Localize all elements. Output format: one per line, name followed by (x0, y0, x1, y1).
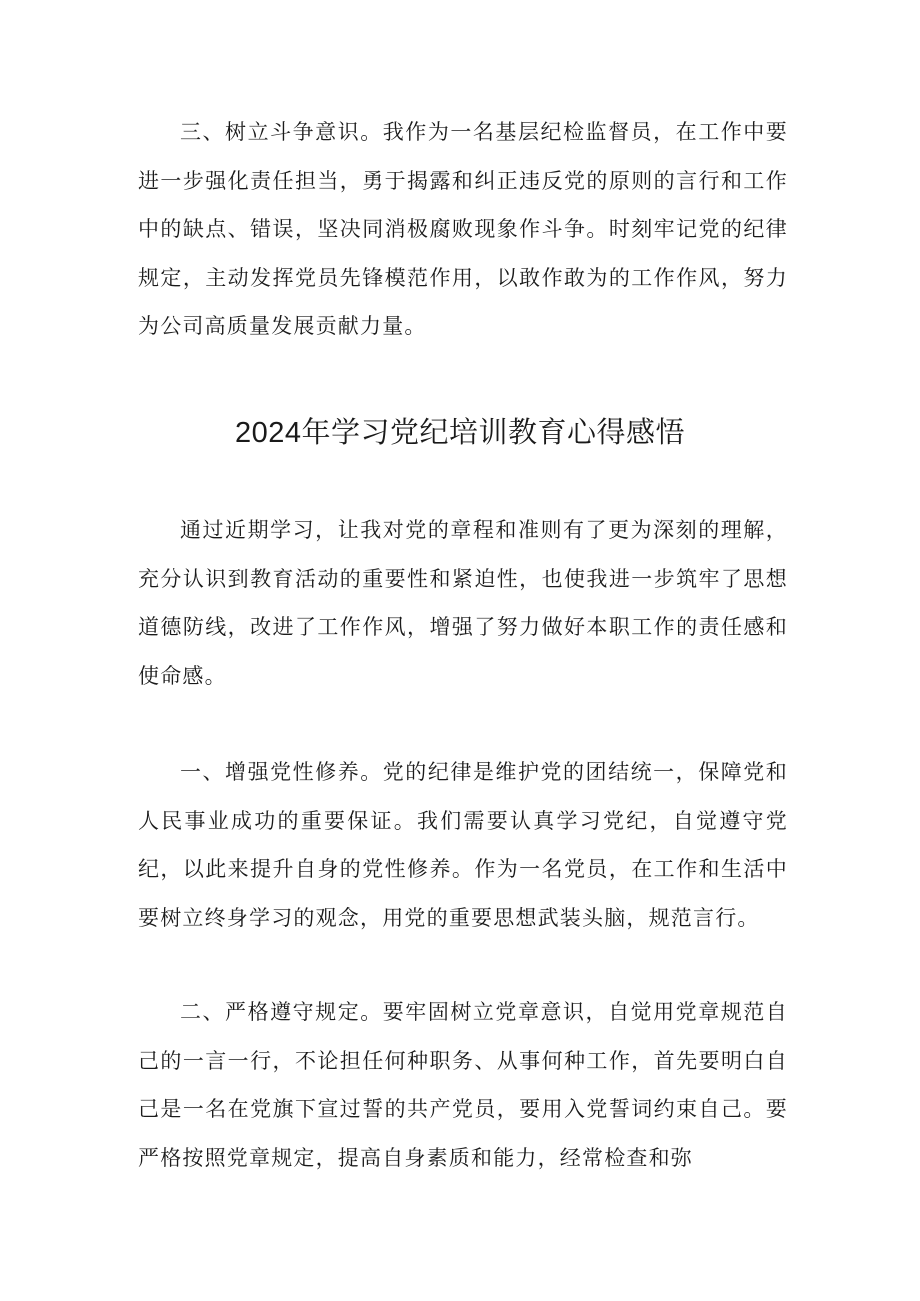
paragraph-section-one: 一、增强党性修养。党的纪律是维护党的团结统一，保障党和人民事业成功的重要保证。我们需要认真学习党纪，自觉遵守党纪，以此来提升自身的党性修养。作为一名党员，在工作和生活中要树立终身学习的观念，用党的重要思想武装头脑，规范言行。 (138, 760, 788, 930)
paragraph-opening: 通过近期学习，让我对党的章程和准则有了更为深刻的理解，充分认识到教育活动的重要性和紧迫性，也使我进一步筑牢了思想道德防线，改进了工作作风，增强了努力做好本职工作的责任感和使命感。 (138, 518, 788, 688)
paragraph-section-three: 三、树立斗争意识。我作为一名基层纪检监督员，在工作中要进一步强化责任担当，勇于揭露和纠正违反党的原则的言行和工作中的缺点、错误，坚决同消极腐败现象作斗争。时刻牢记党的纪律规定，主动发挥党员先锋模范作用，以敢作敢为的工作作风，努力为公司高质量发展贡献力量。 (138, 120, 788, 338)
paragraph-section-two: 二、严格遵守规定。要牢固树立党章意识，自觉用党章规范自己的一言一行，不论担任何种职务、从事何种工作，首先要明白自己是一名在党旗下宣过誓的共产党员，要用入党誓词约束自己。要严格按照党章规定，提高自身素质和能力，经常检查和弥 (138, 1000, 788, 1170)
document-title: 2024年学习党纪培训教育心得感悟 (234, 417, 685, 449)
